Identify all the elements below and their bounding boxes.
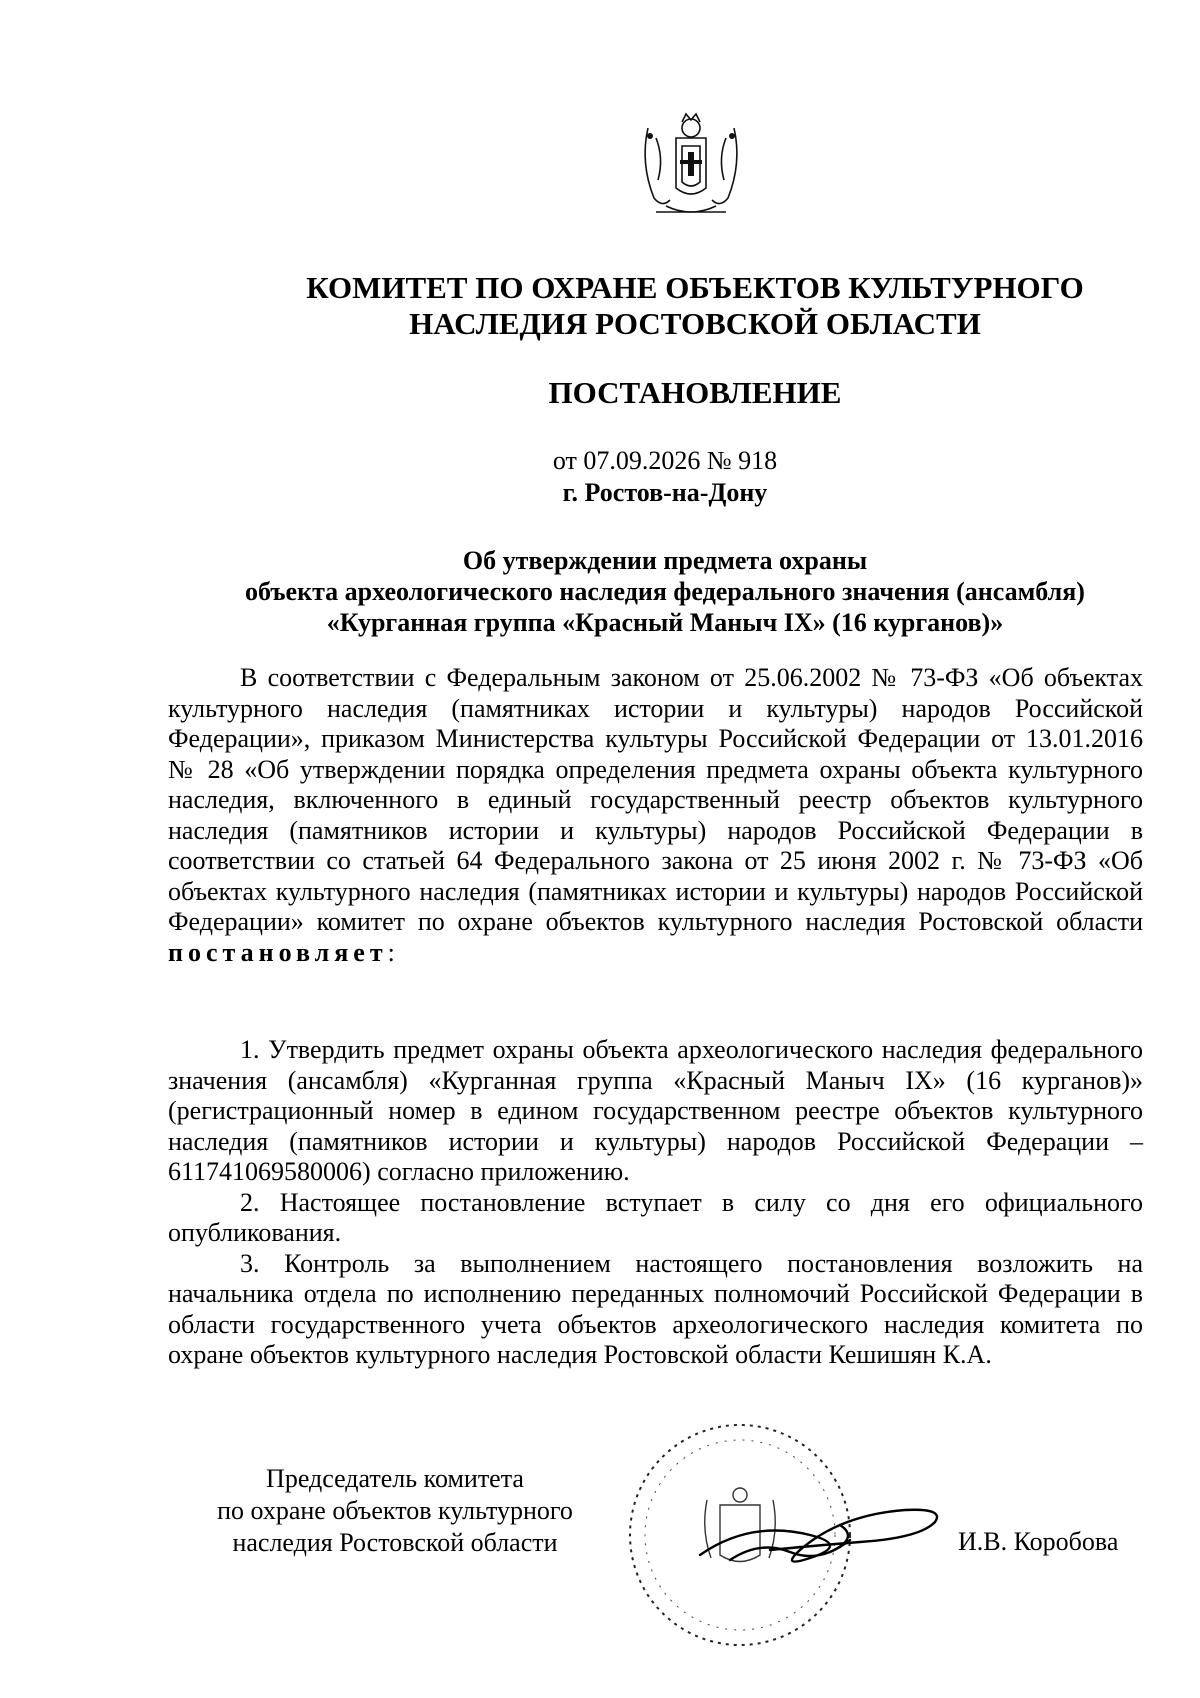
organization-name xyxy=(150,270,1200,342)
coat-of-arms-icon xyxy=(636,108,746,220)
handwritten-signature-icon xyxy=(690,1480,950,1590)
subject-line2: объекта археологического наследия федерального значения (ансамбля) xyxy=(245,577,1085,606)
decree-word: постановляет xyxy=(168,937,388,967)
signatory-title-line3: наследия Ростовской области xyxy=(232,1528,558,1557)
document-type: ПОСТАНОВЛЕНИЕ xyxy=(548,375,842,410)
preamble-paragraph xyxy=(168,663,1143,968)
signatory-title-line2: по охране объектов культурного xyxy=(217,1496,573,1525)
document-date-number: от 07.09.2026 № 918 xyxy=(552,446,778,475)
document-subject xyxy=(150,545,1180,638)
document-city: г. Ростов-на-Дону xyxy=(562,478,768,507)
resolution-items xyxy=(168,1035,1143,1371)
signatory-title xyxy=(180,1463,610,1559)
organization-name-line2: НАСЛЕДИЯ РОСТОВСКОЙ ОБЛАСТИ xyxy=(409,306,981,341)
signatory-title-line1: Председатель комитета xyxy=(266,1464,524,1493)
organization-name-line1: КОМИТЕТ ПО ОХРАНЕ ОБЪЕКТОВ КУЛЬТУРНОГО xyxy=(306,270,1084,305)
subject-line1: Об утверждении предмета охраны xyxy=(462,546,868,575)
resolution-item-1: 1. Утвердить предмет охраны объекта археологического наследия федерального значения (ансамбля) «Курганная группа «Красный Маныч IX» (16 курганов)» (регистрационный номер в едином государственном реестре объектов культурного наследия (памятников истории и культуры) народов Российской Федерации – 611741069580006) согласно приложению. xyxy=(168,1035,1143,1186)
preamble xyxy=(168,663,1143,968)
preamble-text: В соответствии с Федеральным законом от 25.06.2002 № 73-ФЗ «Об объектах культурного наследия (памятниках истории и культуры) народов Российской Федерации», приказом Министерства культуры Российской Федерации от 13.01.2016 № 28 «Об утверждении порядка определения предмета охраны объекта культурного наследия, включенного в единый государственный реестр объектов культурного наследия (памятников истории и культуры) народов Российской Федерации в соответствии со статьей 64 Федерального закона от 25 июня 2002 г. № 73-ФЗ «Об объектах культурного наследия (памятниках истории и культуры) народов Российской Федерации» комитет по охране объектов культурного наследия Ростовской области xyxy=(168,663,1143,936)
decree-colon: : xyxy=(387,937,395,967)
resolution-item-2: 2. Настоящее постановление вступает в силу со дня его официального опубликования. xyxy=(168,1187,1143,1247)
signatory-name: И.В. Коробова xyxy=(958,1527,1119,1556)
resolution-item-3: 3. Контроль за выполнением настоящего постановления возложить на начальника отдела по исполнению переданных полномочий Российской Федерации в области государственного учета объектов археологического наследия комитета по охране объектов культурного наследия Ростовской области Кешишян К.А. xyxy=(168,1248,1143,1369)
subject-line3: «Курганная группа «Красный Маныч IX» (16 курганов)» xyxy=(326,608,1004,637)
